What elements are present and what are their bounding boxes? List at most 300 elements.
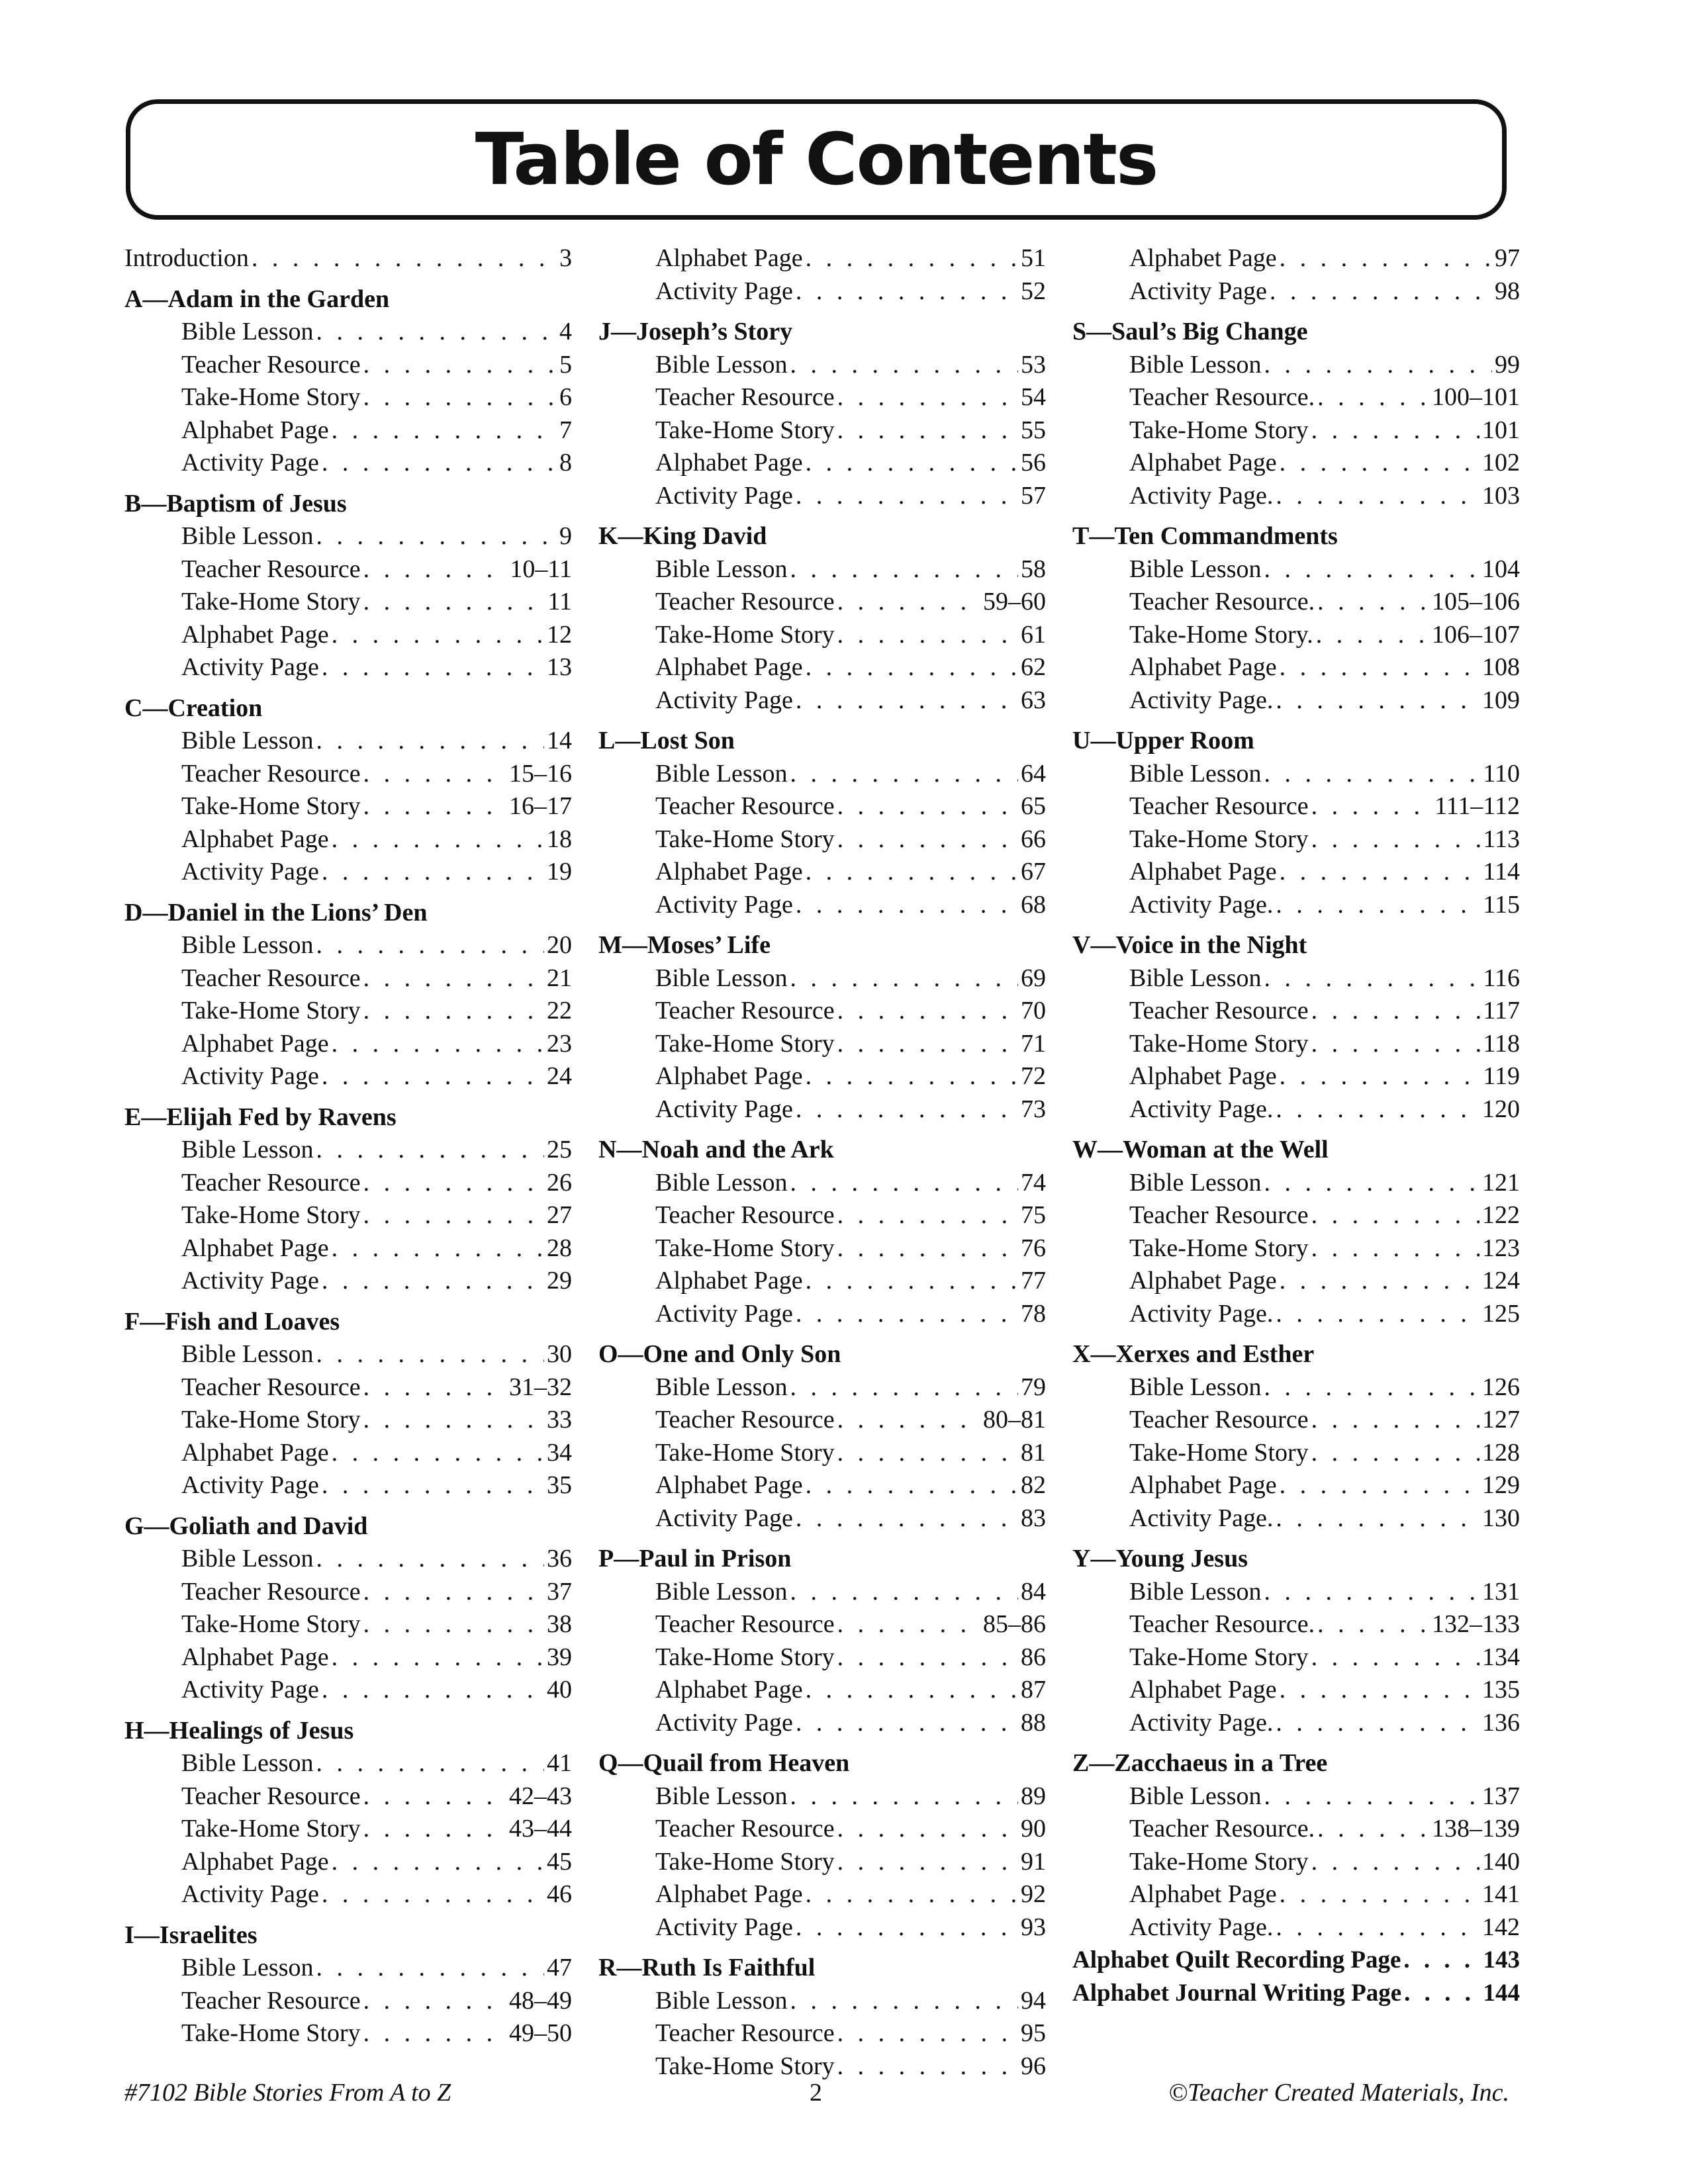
toc-entry bbox=[124, 1674, 572, 1707]
dot-leader bbox=[322, 1674, 544, 1707]
dot-leader bbox=[316, 1338, 544, 1371]
dot-leader bbox=[1264, 1371, 1479, 1404]
dot-leader bbox=[837, 2017, 1018, 2050]
entry-label: Alphabet Page bbox=[181, 1234, 329, 1262]
toc-entry bbox=[124, 725, 572, 758]
dot-leader bbox=[1280, 1060, 1481, 1093]
dot-leader bbox=[790, 1780, 1018, 1813]
dot-leader bbox=[322, 447, 557, 480]
entry-page-number: 18 bbox=[547, 825, 572, 853]
entry-label: Take-Home Story bbox=[655, 416, 835, 444]
dot-leader bbox=[316, 929, 544, 962]
dot-leader bbox=[316, 1543, 544, 1576]
entry-page-number: 90 bbox=[1021, 1815, 1046, 1843]
entry-page-number: 31–32 bbox=[509, 1373, 572, 1401]
toc-entry bbox=[598, 1608, 1046, 1641]
entry-label: Take-Home Story bbox=[181, 792, 361, 820]
entry-page-number: 111–112 bbox=[1434, 792, 1520, 820]
entry-label: Alphabet Page bbox=[181, 1643, 329, 1671]
entry-label: Teacher Resource. bbox=[1129, 1815, 1315, 1843]
entry-page-number: 106–107 bbox=[1432, 620, 1520, 649]
entry-label: Alphabet Journal Writing Page bbox=[1072, 1979, 1402, 2007]
entry-label: Teacher Resource bbox=[181, 1168, 361, 1197]
entry-label: Take-Home Story bbox=[181, 383, 361, 411]
entry-label: Activity Page bbox=[655, 1708, 793, 1737]
toc-entry bbox=[598, 1813, 1046, 1846]
dot-leader bbox=[322, 1265, 544, 1298]
dot-leader bbox=[322, 651, 544, 684]
entry-label: Activity Page bbox=[655, 1504, 793, 1532]
entry-page-number: 16–17 bbox=[509, 792, 572, 820]
entry-label: Take-Home Story bbox=[181, 1815, 361, 1843]
entry-page-number: 117 bbox=[1483, 997, 1520, 1024]
entry-page-number: 7 bbox=[559, 416, 572, 444]
entry-page-number: 15–16 bbox=[509, 759, 572, 788]
entry-label: Alphabet Quilt Recording Page bbox=[1072, 1946, 1401, 1974]
entry-page-number: 132–133 bbox=[1432, 1610, 1520, 1638]
dot-leader bbox=[1311, 1641, 1479, 1674]
entry-page-number: 20 bbox=[547, 931, 572, 959]
toc-entry bbox=[124, 2017, 572, 2050]
dot-leader bbox=[316, 520, 557, 553]
dot-leader bbox=[1276, 889, 1480, 922]
entry-label: Activity Page bbox=[1129, 277, 1267, 305]
entry-label: Take-Home Story bbox=[655, 1438, 835, 1467]
entry-page-number: 42–43 bbox=[509, 1782, 572, 1810]
dot-leader bbox=[363, 1576, 544, 1609]
entry-label: Activity Page bbox=[181, 653, 319, 681]
entry-label: Activity Page. bbox=[1129, 1913, 1274, 1941]
dot-leader bbox=[790, 1576, 1018, 1609]
dot-leader bbox=[790, 349, 1018, 382]
entry-label: Bible Lesson bbox=[181, 1136, 314, 1163]
entry-label: Alphabet Page bbox=[655, 653, 803, 681]
dot-leader bbox=[790, 758, 1018, 791]
entry-label: Take-Home Story bbox=[1129, 1029, 1309, 1058]
toc-entry bbox=[1072, 1641, 1520, 1674]
entry-page-number: 8 bbox=[559, 449, 572, 477]
toc-entry bbox=[124, 790, 572, 823]
dot-leader bbox=[1264, 1576, 1479, 1609]
entry-label: Bible Lesson bbox=[1129, 555, 1262, 583]
toc-entry bbox=[1072, 1813, 1520, 1846]
entry-label: Take-Home Story. bbox=[1129, 620, 1313, 649]
toc-entry bbox=[598, 1878, 1046, 1911]
entry-label: Alphabet Page bbox=[181, 1847, 329, 1876]
entry-page-number: 142 bbox=[1482, 1913, 1520, 1941]
entry-page-number: 143 bbox=[1483, 1946, 1520, 1974]
dot-leader bbox=[1280, 651, 1479, 684]
dot-leader bbox=[796, 1298, 1018, 1331]
entry-page-number: 115 bbox=[1483, 890, 1520, 919]
entry-page-number: 135 bbox=[1482, 1676, 1520, 1704]
toc-entry bbox=[124, 995, 572, 1028]
entry-label: Alphabet Page bbox=[655, 1267, 803, 1295]
entry-label: Alphabet Page bbox=[655, 449, 803, 477]
entry-label: Alphabet Page bbox=[1129, 1062, 1277, 1090]
entry-label: Alphabet Page bbox=[655, 244, 803, 272]
dot-leader bbox=[837, 1437, 1018, 1470]
entry-label: Activity Page. bbox=[1129, 1095, 1274, 1123]
entry-page-number: 40 bbox=[547, 1676, 572, 1704]
toc-entry bbox=[598, 1437, 1046, 1470]
dot-leader bbox=[790, 1371, 1018, 1404]
toc-entry bbox=[1072, 1298, 1520, 1331]
toc-entry bbox=[1072, 856, 1520, 889]
entry-page-number: 141 bbox=[1482, 1880, 1520, 1908]
toc-entry bbox=[598, 1093, 1046, 1126]
entry-page-number: 68 bbox=[1021, 890, 1046, 919]
entry-label: Bible Lesson bbox=[1129, 964, 1262, 992]
toc-entry bbox=[1072, 1371, 1520, 1404]
dot-leader bbox=[1280, 242, 1492, 275]
entry-label: Teacher Resource bbox=[1129, 997, 1309, 1024]
dot-leader bbox=[837, 1813, 1018, 1846]
toc-entry bbox=[1072, 1265, 1520, 1298]
toc-entry bbox=[598, 1674, 1046, 1707]
entry-page-number: 24 bbox=[547, 1062, 572, 1090]
toc-entry bbox=[598, 1232, 1046, 1265]
entry-page-number: 137 bbox=[1482, 1782, 1520, 1810]
dot-leader bbox=[332, 1028, 544, 1061]
dot-leader bbox=[322, 1878, 544, 1911]
entry-page-number: 29 bbox=[547, 1267, 572, 1295]
dot-leader bbox=[806, 242, 1018, 275]
entry-page-number: 34 bbox=[547, 1438, 572, 1467]
entry-page-number: 110 bbox=[1483, 759, 1520, 788]
entry-page-number: 49–50 bbox=[509, 2019, 572, 2047]
toc-entry bbox=[124, 586, 572, 619]
dot-leader bbox=[1317, 381, 1429, 414]
dot-leader bbox=[332, 619, 544, 652]
toc-entry bbox=[124, 1028, 572, 1061]
entry-label: Alphabet Page bbox=[1129, 1880, 1277, 1908]
entry-label: Alphabet Page bbox=[655, 1062, 803, 1090]
dot-leader bbox=[1270, 275, 1492, 308]
dot-leader bbox=[363, 349, 557, 382]
entry-page-number: 104 bbox=[1482, 555, 1520, 583]
entry-label: Bible Lesson bbox=[181, 727, 314, 754]
entry-page-number: 54 bbox=[1021, 383, 1046, 411]
entry-label: Introduction bbox=[124, 244, 249, 272]
dot-leader bbox=[322, 1469, 544, 1502]
dot-leader bbox=[1280, 1674, 1479, 1707]
dot-leader bbox=[332, 823, 544, 856]
toc-entry bbox=[1072, 1060, 1520, 1093]
entry-label: Take-Home Story bbox=[1129, 825, 1309, 853]
dot-leader bbox=[837, 1028, 1018, 1061]
entry-page-number: 69 bbox=[1021, 964, 1046, 992]
toc-entry-closing bbox=[1072, 1977, 1520, 2010]
entry-page-number: 83 bbox=[1021, 1504, 1046, 1532]
toc-entry bbox=[1072, 586, 1520, 619]
entry-page-number: 61 bbox=[1021, 620, 1046, 649]
entry-page-number: 41 bbox=[547, 1749, 572, 1777]
entry-page-number: 131 bbox=[1482, 1577, 1520, 1606]
entry-label: Bible Lesson bbox=[1129, 759, 1262, 788]
section-heading: N—Noah and the Ark bbox=[598, 1136, 834, 1163]
toc-entry bbox=[598, 1502, 1046, 1535]
dot-leader bbox=[332, 1846, 544, 1879]
dot-leader bbox=[332, 1232, 544, 1265]
entry-page-number: 13 bbox=[547, 653, 572, 681]
entry-page-number: 74 bbox=[1021, 1168, 1046, 1197]
entry-page-number: 36 bbox=[547, 1545, 572, 1572]
footer-page-number: 2 bbox=[810, 2079, 822, 2107]
entry-page-number: 134 bbox=[1482, 1643, 1520, 1671]
entry-label: Bible Lesson bbox=[1129, 1373, 1262, 1401]
entry-page-number: 14 bbox=[547, 727, 572, 754]
entry-page-number: 120 bbox=[1482, 1095, 1520, 1123]
entry-label: Take-Home Story bbox=[655, 1234, 835, 1262]
entry-label: Take-Home Story bbox=[1129, 1234, 1309, 1262]
dot-leader bbox=[796, 1707, 1018, 1740]
dot-leader bbox=[1317, 1608, 1429, 1641]
dot-leader bbox=[316, 1747, 544, 1780]
toc-entry bbox=[598, 1265, 1046, 1298]
dot-leader bbox=[252, 242, 557, 275]
entry-label: Alphabet Page bbox=[1129, 1676, 1277, 1704]
toc-entry bbox=[124, 381, 572, 414]
entry-label: Teacher Resource bbox=[655, 792, 835, 820]
dot-leader bbox=[332, 1641, 544, 1674]
toc-entry bbox=[598, 1199, 1046, 1232]
section-heading: A—Adam in the Garden bbox=[124, 285, 390, 313]
entry-page-number: 59–60 bbox=[983, 588, 1046, 615]
entry-label: Alphabet Page bbox=[1129, 244, 1277, 272]
entry-page-number: 58 bbox=[1021, 555, 1046, 583]
entry-page-number: 21 bbox=[547, 964, 572, 992]
dot-leader bbox=[322, 1060, 544, 1093]
dot-leader bbox=[837, 619, 1018, 652]
entry-label: Bible Lesson bbox=[655, 964, 788, 992]
toc-entry bbox=[598, 684, 1046, 717]
toc-entry bbox=[598, 480, 1046, 513]
entry-label: Take-Home Story bbox=[181, 2019, 361, 2047]
entry-label: Bible Lesson bbox=[181, 318, 314, 345]
toc-entry bbox=[1072, 275, 1520, 308]
dot-leader bbox=[1311, 1404, 1479, 1437]
entry-page-number: 116 bbox=[1483, 964, 1520, 992]
entry-page-number: 76 bbox=[1021, 1234, 1046, 1262]
dot-leader bbox=[1403, 1944, 1480, 1977]
entry-label: Activity Page bbox=[181, 449, 319, 477]
toc-entry bbox=[124, 758, 572, 791]
entry-label: Teacher Resource bbox=[655, 2019, 835, 2047]
toc-entry bbox=[124, 1641, 572, 1674]
entry-page-number: 81 bbox=[1021, 1438, 1046, 1467]
toc-entry bbox=[598, 553, 1046, 586]
entry-label: Take-Home Story bbox=[1129, 1438, 1309, 1467]
toc-entry bbox=[124, 1846, 572, 1879]
entry-page-number: 101 bbox=[1482, 416, 1520, 444]
toc-entry-closing bbox=[1072, 1944, 1520, 1977]
entry-label: Take-Home Story bbox=[1129, 416, 1309, 444]
entry-page-number: 89 bbox=[1021, 1782, 1046, 1810]
entry-page-number: 144 bbox=[1483, 1979, 1520, 2007]
dot-leader bbox=[806, 651, 1018, 684]
dot-leader bbox=[837, 823, 1018, 856]
entry-label: Teacher Resource bbox=[1129, 1406, 1309, 1433]
entry-label: Teacher Resource bbox=[181, 964, 361, 992]
toc-entry bbox=[1072, 1911, 1520, 1944]
entry-page-number: 129 bbox=[1482, 1471, 1520, 1499]
toc-entry bbox=[598, 242, 1046, 275]
dot-leader bbox=[322, 856, 544, 889]
dot-leader bbox=[1317, 586, 1429, 619]
toc-entry bbox=[1072, 684, 1520, 717]
dot-leader bbox=[1280, 447, 1479, 480]
dot-leader bbox=[363, 1780, 506, 1813]
toc-entry bbox=[1072, 1028, 1520, 1061]
toc-entry bbox=[598, 1028, 1046, 1061]
toc-entry bbox=[124, 651, 572, 684]
dot-leader bbox=[363, 1608, 544, 1641]
dot-leader bbox=[796, 684, 1018, 717]
entry-label: Take-Home Story bbox=[181, 997, 361, 1024]
section-heading: G—Goliath and David bbox=[124, 1512, 368, 1540]
toc-entry bbox=[1072, 1674, 1520, 1707]
entry-label: Alphabet Page bbox=[1129, 1267, 1277, 1295]
entry-label: Alphabet Page bbox=[1129, 449, 1277, 477]
title-box bbox=[126, 99, 1507, 220]
toc-entry bbox=[598, 962, 1046, 995]
dot-leader bbox=[796, 275, 1018, 308]
toc-entry bbox=[598, 1780, 1046, 1813]
entry-page-number: 6 bbox=[559, 383, 572, 411]
entry-page-number: 98 bbox=[1495, 277, 1520, 305]
toc-entry bbox=[124, 1608, 572, 1641]
entry-page-number: 103 bbox=[1482, 481, 1520, 510]
entry-page-number: 78 bbox=[1021, 1299, 1046, 1328]
entry-label: Teacher Resource bbox=[655, 997, 835, 1024]
toc-entry bbox=[124, 1576, 572, 1609]
entry-page-number: 108 bbox=[1482, 653, 1520, 681]
toc-entry bbox=[124, 1338, 572, 1371]
section-heading: B—Baptism of Jesus bbox=[124, 489, 347, 518]
dot-leader bbox=[363, 790, 506, 823]
dot-leader bbox=[796, 480, 1018, 513]
section-heading: R—Ruth Is Faithful bbox=[598, 1954, 816, 1981]
toc-entry bbox=[598, 823, 1046, 856]
entry-page-number: 66 bbox=[1021, 825, 1046, 853]
dot-leader bbox=[806, 1878, 1018, 1911]
entry-label: Activity Page bbox=[181, 1676, 319, 1704]
entry-page-number: 88 bbox=[1021, 1708, 1046, 1737]
dot-leader bbox=[1276, 1707, 1479, 1740]
entry-label: Alphabet Page bbox=[1129, 1471, 1277, 1499]
toc-entry bbox=[124, 520, 572, 553]
toc-entry bbox=[124, 929, 572, 962]
entry-page-number: 97 bbox=[1495, 244, 1520, 272]
entry-page-number: 85–86 bbox=[983, 1610, 1046, 1638]
dot-leader bbox=[332, 1437, 544, 1470]
entry-page-number: 127 bbox=[1482, 1406, 1520, 1433]
entry-page-number: 91 bbox=[1021, 1847, 1046, 1876]
entry-page-number: 113 bbox=[1483, 825, 1520, 853]
dot-leader bbox=[796, 1502, 1018, 1535]
dot-leader bbox=[1404, 1977, 1480, 2010]
entry-label: Teacher Resource bbox=[655, 1610, 835, 1638]
entry-page-number: 82 bbox=[1021, 1471, 1046, 1499]
entry-label: Take-Home Story bbox=[181, 1406, 361, 1433]
entry-label: Alphabet Page bbox=[655, 1471, 803, 1499]
entry-page-number: 70 bbox=[1021, 997, 1046, 1024]
toc-entry bbox=[124, 1167, 572, 1200]
section-heading: K—King David bbox=[598, 522, 767, 550]
toc-entry bbox=[598, 1469, 1046, 1502]
dot-leader bbox=[1264, 758, 1480, 791]
dot-leader bbox=[1311, 790, 1432, 823]
toc-entry bbox=[124, 619, 572, 652]
section-heading: Z—Zacchaeus in a Tree bbox=[1072, 1749, 1328, 1777]
toc-entry bbox=[1072, 962, 1520, 995]
toc-entry bbox=[124, 1747, 572, 1780]
dot-leader bbox=[837, 790, 1018, 823]
toc-entry bbox=[1072, 1502, 1520, 1535]
entry-label: Take-Home Story bbox=[1129, 1847, 1309, 1876]
entry-page-number: 22 bbox=[547, 997, 572, 1024]
entry-label: Activity Page bbox=[655, 1095, 793, 1123]
toc-entry bbox=[1072, 1167, 1520, 1200]
toc-entry bbox=[1072, 1232, 1520, 1265]
toc-entry bbox=[598, 1576, 1046, 1609]
toc-entry bbox=[124, 1232, 572, 1265]
dot-leader bbox=[1276, 480, 1479, 513]
entry-label: Take-Home Story bbox=[181, 588, 361, 615]
entry-label: Bible Lesson bbox=[655, 1782, 788, 1810]
entry-page-number: 19 bbox=[547, 858, 572, 886]
dot-leader bbox=[1311, 1199, 1479, 1232]
dot-leader bbox=[837, 1232, 1018, 1265]
page-title: Table of Contents bbox=[475, 118, 1158, 201]
entry-page-number: 27 bbox=[547, 1201, 572, 1229]
section-heading: D—Daniel in the Lions’ Den bbox=[124, 898, 428, 927]
toc-entry bbox=[1072, 889, 1520, 922]
dot-leader bbox=[806, 1265, 1018, 1298]
toc-entry bbox=[1072, 619, 1520, 652]
entry-label: Teacher Resource bbox=[181, 1986, 361, 2015]
entry-label: Bible Lesson bbox=[181, 1545, 314, 1572]
dot-leader bbox=[796, 889, 1018, 922]
entry-page-number: 72 bbox=[1021, 1062, 1046, 1090]
dot-leader bbox=[1316, 619, 1429, 652]
dot-leader bbox=[806, 1674, 1018, 1707]
entry-page-number: 71 bbox=[1021, 1029, 1046, 1058]
dot-leader bbox=[332, 414, 557, 447]
entry-page-number: 140 bbox=[1482, 1847, 1520, 1876]
dot-leader bbox=[837, 1608, 980, 1641]
entry-page-number: 38 bbox=[547, 1610, 572, 1638]
entry-label: Teacher Resource. bbox=[1129, 383, 1315, 411]
toc-entry bbox=[1072, 1469, 1520, 1502]
section-heading: Y—Young Jesus bbox=[1072, 1545, 1248, 1572]
entry-label: Teacher Resource bbox=[1129, 792, 1309, 820]
entry-label: Alphabet Page bbox=[181, 1029, 329, 1058]
dot-leader bbox=[1276, 1911, 1479, 1944]
section-heading: L—Lost Son bbox=[598, 727, 735, 754]
section-heading: W—Woman at the Well bbox=[1072, 1136, 1329, 1163]
entry-label: Alphabet Page bbox=[181, 1438, 329, 1467]
dot-leader bbox=[1311, 414, 1479, 447]
dot-leader bbox=[363, 1371, 506, 1404]
entry-page-number: 109 bbox=[1482, 686, 1520, 714]
entry-label: Activity Page bbox=[655, 890, 793, 919]
dot-leader bbox=[363, 553, 508, 586]
toc-entry bbox=[1072, 1093, 1520, 1126]
entry-label: Activity Page bbox=[655, 686, 793, 714]
entry-page-number: 33 bbox=[547, 1406, 572, 1433]
